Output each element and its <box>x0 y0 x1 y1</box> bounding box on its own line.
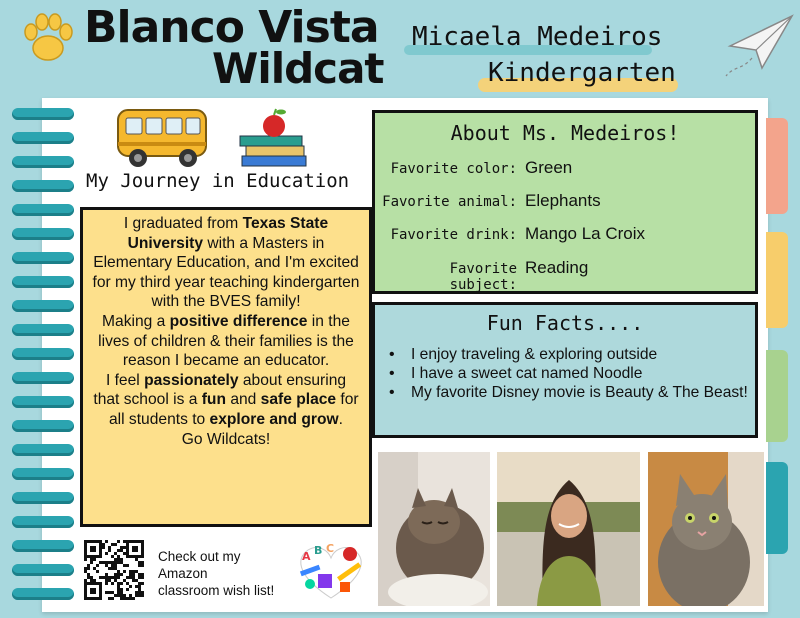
spiral-ring <box>12 132 74 144</box>
favorite-drink-value: Mango La Croix <box>525 224 646 243</box>
tab-green <box>766 350 788 442</box>
spiral-ring <box>12 204 74 216</box>
spiral-ring <box>12 228 74 240</box>
bio-bold-text: positive difference <box>169 312 308 330</box>
grade-label: Kindergarten <box>488 58 676 88</box>
wishlist-line3: classroom wish list! <box>158 583 275 598</box>
school-title-line1: Blanco Vista <box>84 2 379 53</box>
bio-text: with a Masters in Elementary Education, and I'm excited for my third year teaching kindergarten with the BVES family! <box>92 234 360 311</box>
favorite-drink-label: Favorite drink: <box>390 227 517 243</box>
bio-bold-text: explore and grow <box>209 410 339 428</box>
school-title-line2: Wildcat <box>212 44 384 93</box>
spiral-ring <box>12 276 74 288</box>
bio-text: in the lives of children & their families is the reason I became an educator. <box>98 312 354 370</box>
svg-text:B: B <box>314 544 323 557</box>
school-bus-icon <box>114 104 214 170</box>
books-apple-icon <box>236 108 312 170</box>
photo-teacher <box>497 452 640 606</box>
spiral-ring <box>12 180 74 192</box>
spiral-ring <box>12 420 74 432</box>
spiral-ring <box>12 396 74 408</box>
about-box <box>372 110 758 294</box>
tab-coral <box>766 118 788 214</box>
bio-text: I graduated from <box>123 215 243 232</box>
bio-text: . <box>338 410 343 428</box>
list-item: • I enjoy traveling & exploring outside <box>385 345 749 364</box>
qr-code-icon[interactable] <box>84 540 144 600</box>
tab-teal <box>766 462 788 554</box>
bio-text: for all students to <box>108 391 359 428</box>
spiral-ring <box>12 300 74 312</box>
spiral-ring <box>12 372 74 384</box>
svg-text:C: C <box>326 542 335 555</box>
bio-paragraph <box>91 430 361 450</box>
bio-text: I feel <box>105 371 145 389</box>
bio-text-box <box>80 207 372 527</box>
bio-bold-text: passionately <box>144 371 239 389</box>
spiral-ring <box>12 252 74 264</box>
paw-icon <box>18 8 78 68</box>
bio-text: Go Wildcats! <box>181 430 271 448</box>
svg-text:A: A <box>302 550 311 563</box>
favorite-subject-label: Favorite subject: <box>449 261 517 293</box>
spiral-ring <box>12 492 74 504</box>
journey-heading: My Journey in Education <box>86 170 350 192</box>
school-supplies-icon <box>290 538 372 602</box>
teacher-name: Micaela Medeiros <box>412 22 663 52</box>
favorite-animal-label: Favorite animal: <box>382 194 517 210</box>
bio-text: and <box>225 391 261 409</box>
spiral-ring <box>12 588 74 600</box>
spiral-ring <box>12 444 74 456</box>
spiral-ring <box>12 156 74 168</box>
spiral-ring <box>12 564 74 576</box>
spiral-ring <box>12 108 74 120</box>
bio-bold-text: fun <box>201 391 226 409</box>
spiral-ring <box>12 324 74 336</box>
wishlist-line1: Check out my <box>158 549 241 564</box>
paper-plane-icon <box>722 8 798 78</box>
bio-paragraph <box>91 312 361 371</box>
bio-paragraph <box>91 214 361 312</box>
bio-paragraph <box>91 371 361 430</box>
list-item: • I have a sweet cat named Noodle <box>385 364 749 383</box>
photo-cat-sleeping <box>378 452 490 606</box>
spiral-ring <box>12 540 74 552</box>
wishlist-line2: Amazon <box>158 566 208 581</box>
spiral-ring <box>12 348 74 360</box>
spiral-ring <box>12 468 74 480</box>
fun-facts-title: Fun Facts.... <box>486 311 644 335</box>
spiral-ring <box>12 516 74 528</box>
favorite-subject-value: Reading <box>525 258 589 277</box>
bio-text: about ensuring that school is a <box>93 371 347 409</box>
bio-bold-text: safe place <box>260 391 337 409</box>
tab-yellow <box>766 232 788 328</box>
photo-cat-kitten <box>648 452 764 606</box>
fun-facts-list <box>385 345 749 402</box>
about-title: About Ms. Medeiros! <box>450 121 680 145</box>
bio-bold-text: Texas State University <box>127 215 329 252</box>
favorite-color-value: Green <box>525 158 573 177</box>
wishlist-text <box>158 548 288 599</box>
list-item: • My favorite Disney movie is Beauty & The Beast! <box>385 383 749 402</box>
fun-facts-box <box>372 302 758 438</box>
favorite-color-label: Favorite color: <box>390 161 517 177</box>
favorite-animal-value: Elephants <box>525 191 601 210</box>
bio-text: Making a <box>102 312 170 330</box>
